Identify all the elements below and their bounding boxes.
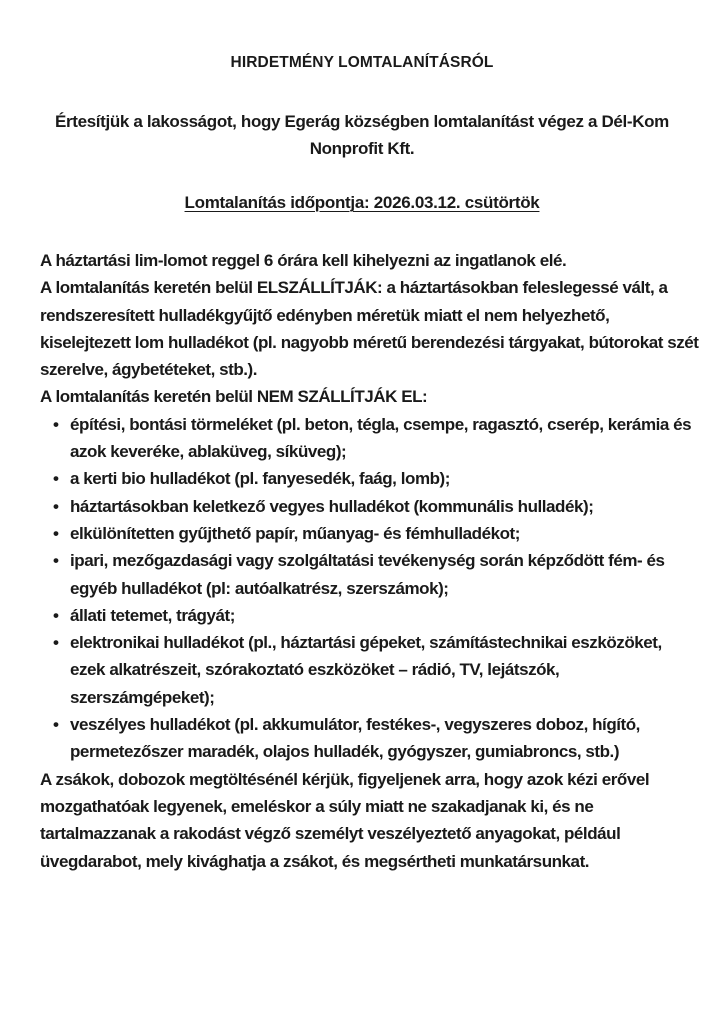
list-item-text: ipari, mezőgazdasági vagy szolgáltatási tevékenység során képződött fém- és egyéb hulladékot (pl: autóalkatrész, szerszámok); <box>70 551 665 598</box>
bullet-icon: • <box>53 633 59 653</box>
date-line <box>0 193 724 213</box>
list-item-text: építési, bontási törmeléket (pl. beton, tégla, csempe, ragasztó, cserép, kerámia és azok keveréke, ablaküveg, síküveg); <box>70 414 692 462</box>
intro-text: Értesítjük a lakosságot, hogy Egerág községben lomtalanítást végez a Dél-Kom Nonprofit Kft. <box>55 112 669 158</box>
not-collected-heading: A lomtalanítás keretén belül NEM SZÁLLÍTJÁK EL: <box>40 387 428 407</box>
collection-date: Lomtalanítás időpontja: 2026.03.12. csütörtök <box>184 193 540 212</box>
notice-body <box>40 247 700 875</box>
bullet-icon: • <box>53 551 59 571</box>
not-collected-list <box>40 411 700 766</box>
bullet-icon: • <box>53 605 59 625</box>
list-item <box>53 520 700 547</box>
list-item-text: elkülönítetten gyűjthető papír, műanyag- és fémhulladékot; <box>70 523 520 543</box>
list-item-text: elektronikai hulladékot (pl., háztartási gépeket, számítástechnikai eszközöket, ezek alkatrészeit, szórakoztató eszközöket – rádió, TV, lejátszók, szerszámgépeket); <box>70 633 662 707</box>
list-item <box>53 493 700 520</box>
list-item <box>53 711 700 766</box>
list-item <box>53 547 700 602</box>
list-item-text: háztartásokban keletkező vegyes hulladékot (kommunális hulladék); <box>70 496 594 516</box>
list-item <box>53 602 700 629</box>
bullet-icon: • <box>53 496 59 516</box>
closing-paragraph: A zsákok, dobozok megtöltésénél kérjük, figyeljenek arra, hogy azok kézi erővel mozgathatóak legyenek, emeléskor a súly miatt ne szakadjanak ki, és ne tartalmazzanak a rakodást végző személyt veszélyeztető anyagokat, például üvegdarabot, mely kivághatja a zsákot, és megsértheti munkatársunkat. <box>40 769 650 871</box>
bullet-icon: • <box>53 523 59 543</box>
list-item <box>53 465 700 492</box>
list-item-text: állati tetemet, trágyát; <box>70 605 235 625</box>
placement-instruction: A háztartási lim-lomot reggel 6 órára kell kihelyezni az ingatlanok elé. <box>40 251 567 270</box>
bullet-icon: • <box>53 469 59 489</box>
bullet-icon: • <box>53 715 59 735</box>
list-item <box>53 629 700 711</box>
list-item-text: a kerti bio hulladékot (pl. fanyesedék, faág, lomb); <box>70 469 450 489</box>
list-item <box>53 411 700 466</box>
list-item-text: veszélyes hulladékot (pl. akkumulátor, festékes-, vegyszeres doboz, hígító, permetezőszer maradék, olajos hulladék, gyógyszer, gumiabroncs, stb.) <box>70 715 640 762</box>
bullet-icon: • <box>53 414 59 434</box>
collected-items-paragraph: A lomtalanítás keretén belül ELSZÁLLÍTJÁK: a háztartásokban feleslegessé vált, a rendszeresített hulladékgyűjtő edényben méretük miatt el nem helyezhető, kiselejtezett lom hulladékot (pl. nagyobb méretű berendezési tárgyakat, bútorokat szét szerelve, ágybetéteket, stb.). <box>40 278 699 380</box>
notice-title: HIRDETMÉNY LOMTALANÍTÁSRÓL <box>230 54 494 71</box>
